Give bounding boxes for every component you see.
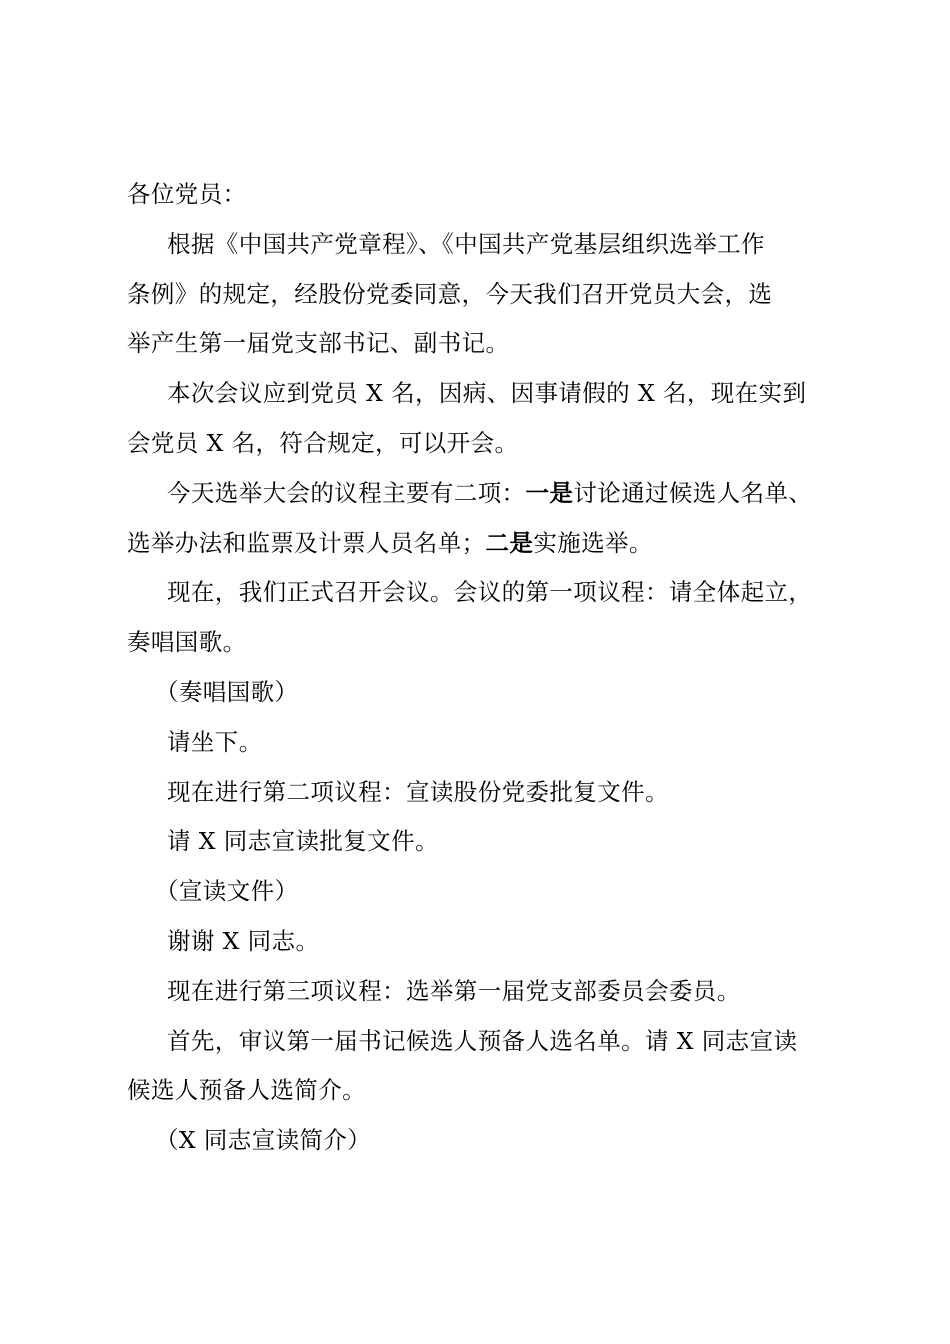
text-segment: 现在进行第三项议程：选举第一届党支部委员会委员。 <box>167 976 741 1005</box>
text-line <box>127 469 847 519</box>
text-line <box>127 768 847 818</box>
text-segment: （奏唱国歌） <box>155 677 299 706</box>
text-line <box>127 170 847 220</box>
text-line <box>127 668 847 718</box>
text-segment: 会党员 X 名，符合规定，可以开会。 <box>127 428 519 457</box>
text-line <box>127 270 847 320</box>
text-segment: 今天选举大会的议程主要有二项： <box>167 478 526 507</box>
text-line <box>127 1017 847 1067</box>
document-body <box>127 170 847 1166</box>
text-segment: 举产生第一届党支部书记、副书记。 <box>127 329 510 358</box>
text-segment: 讨论通过候选人名单、 <box>573 478 813 507</box>
text-segment: （X 同志宣读简介） <box>155 1126 372 1155</box>
text-line <box>127 867 847 917</box>
text-line <box>127 917 847 967</box>
text-line <box>127 519 847 569</box>
text-segment: 请 X 同志宣读批复文件。 <box>167 827 439 856</box>
text-line <box>127 1116 847 1166</box>
text-segment: 条例》的规定，经股份党委同意，今天我们召开党员大会，选 <box>127 279 773 308</box>
text-segment: 根据《中国共产党章程》、《中国共产党基层组织选举工作 <box>167 229 765 258</box>
text-segment: 选举办法和监票及计票人员名单； <box>127 528 486 557</box>
text-line <box>127 718 847 768</box>
text-segment: 各位党员： <box>127 180 247 208</box>
text-segment: 奏唱国歌。 <box>127 628 247 657</box>
text-segment: 现在，我们正式召开会议。会议的第一项议程：请全体起立， <box>167 578 813 607</box>
text-segment: 本次会议应到党员 X 名，因病、因事请假的 X 名，现在实到 <box>167 379 807 408</box>
text-segment: 请坐下。 <box>167 727 263 756</box>
text-segment: 现在进行第二项议程：宣读股份党委批复文件。 <box>167 777 669 806</box>
text-segment: 首先，审议第一届书记候选人预备人选名单。请 X 同志宣读 <box>167 1026 798 1055</box>
text-segment: （宣读文件） <box>155 877 299 906</box>
text-line <box>127 618 847 668</box>
text-segment: 谢谢 X 同志。 <box>167 926 320 955</box>
text-line <box>127 817 847 867</box>
text-line <box>127 1066 847 1116</box>
text-segment: 候选人预备人选简介。 <box>127 1076 366 1105</box>
text-segment: 实施选举。 <box>533 528 653 557</box>
text-line <box>127 319 847 369</box>
text-line <box>127 419 847 469</box>
text-line <box>127 967 847 1017</box>
text-line <box>127 568 847 618</box>
text-line <box>127 220 847 270</box>
bold-text-segment: 一是 <box>525 478 574 507</box>
text-line <box>127 369 847 419</box>
bold-text-segment: 二是 <box>485 528 534 557</box>
